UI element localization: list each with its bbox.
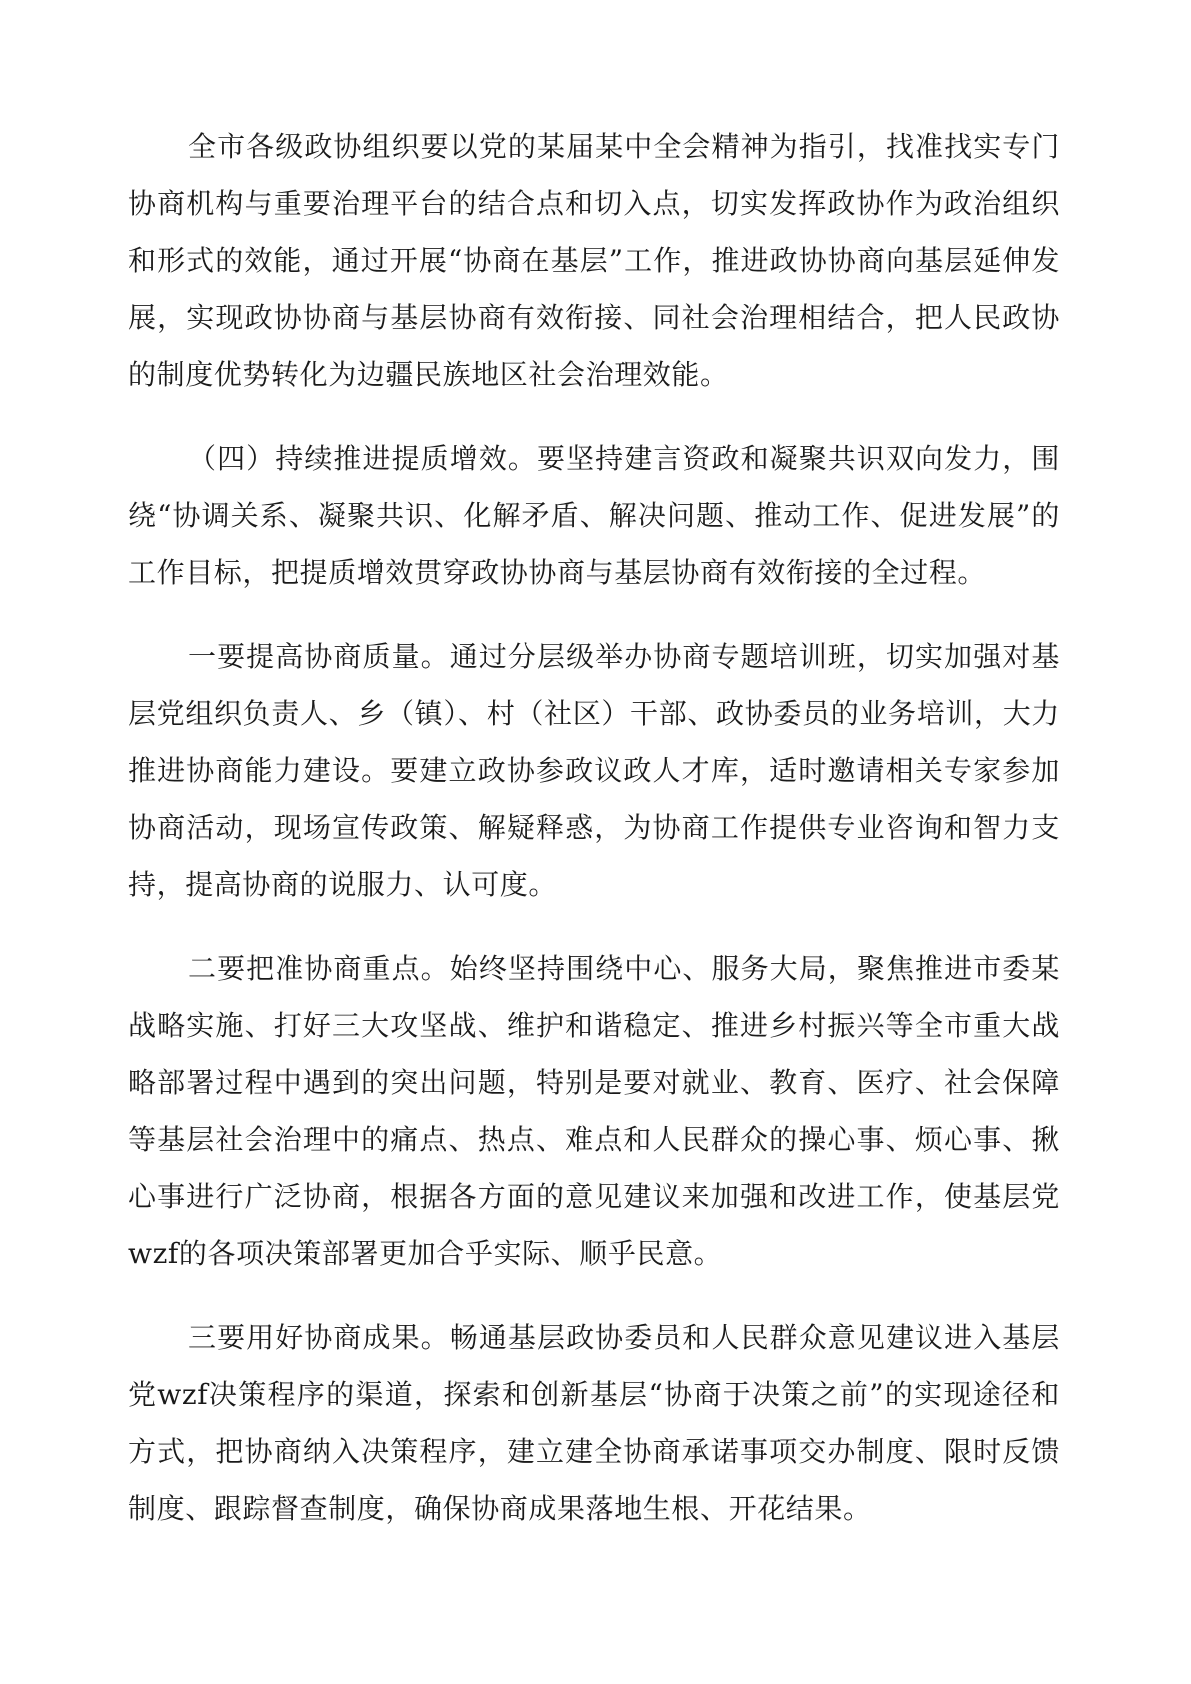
- paragraph-section-four: （四）持续推进提质增效。要坚持建言资政和凝聚共识双向发力，围绕“协调关系、凝聚共识、化解矛盾、解决问题、推动工作、促进发展”的工作目标，把提质增效贯穿政协协商与基层协商有效衔接的全过程。: [128, 442, 1060, 589]
- paragraph-point-one: 一要提高协商质量。通过分层级举办协商专题培训班，切实加强对基层党组织负责人、乡（镇）、村（社区）干部、政协委员的业务培训，大力推进协商能力建设。要建立政协参政议政人才库，适时邀请相关专家参加协商活动，现场宣传政策、解疑释惑，为协商工作提供专业咨询和智力支持，提高协商的说服力、认可度。: [128, 640, 1060, 901]
- paragraph-point-two: 二要把准协商重点。始终坚持围绕中心、服务大局，聚焦推进市委某战略实施、打好三大攻坚战、维护和谐稳定、推进乡村振兴等全市重大战略部署过程中遇到的突出问题，特别是要对就业、教育、医疗、社会保障等基层社会治理中的痛点、热点、难点和人民群众的操心事、烦心事、揪心事进行广泛协商，根据各方面的意见建议来加强和改进工作，使基层党wzf的各项决策部署更加合乎实际、顺乎民意。: [128, 952, 1060, 1270]
- paragraph-intro: 全市各级政协组织要以党的某届某中全会精神为指引，找准找实专门协商机构与重要治理平台的结合点和切入点，切实发挥政协作为政治组织和形式的效能，通过开展“协商在基层”工作，推进政协协商向基层延伸发展，实现政协协商与基层协商有效衔接、同社会治理相结合，把人民政协的制度优势转化为边疆民族地区社会治理效能。: [128, 130, 1060, 391]
- paragraph-point-three: 三要用好协商成果。畅通基层政协委员和人民群众意见建议进入基层党wzf决策程序的渠道，探索和创新基层“协商于决策之前”的实现途径和方式，把协商纳入决策程序，建立建全协商承诺事项交办制度、限时反馈制度、跟踪督查制度，确保协商成果落地生根、开花结果。: [128, 1321, 1060, 1525]
- document-body: [128, 118, 1060, 1564]
